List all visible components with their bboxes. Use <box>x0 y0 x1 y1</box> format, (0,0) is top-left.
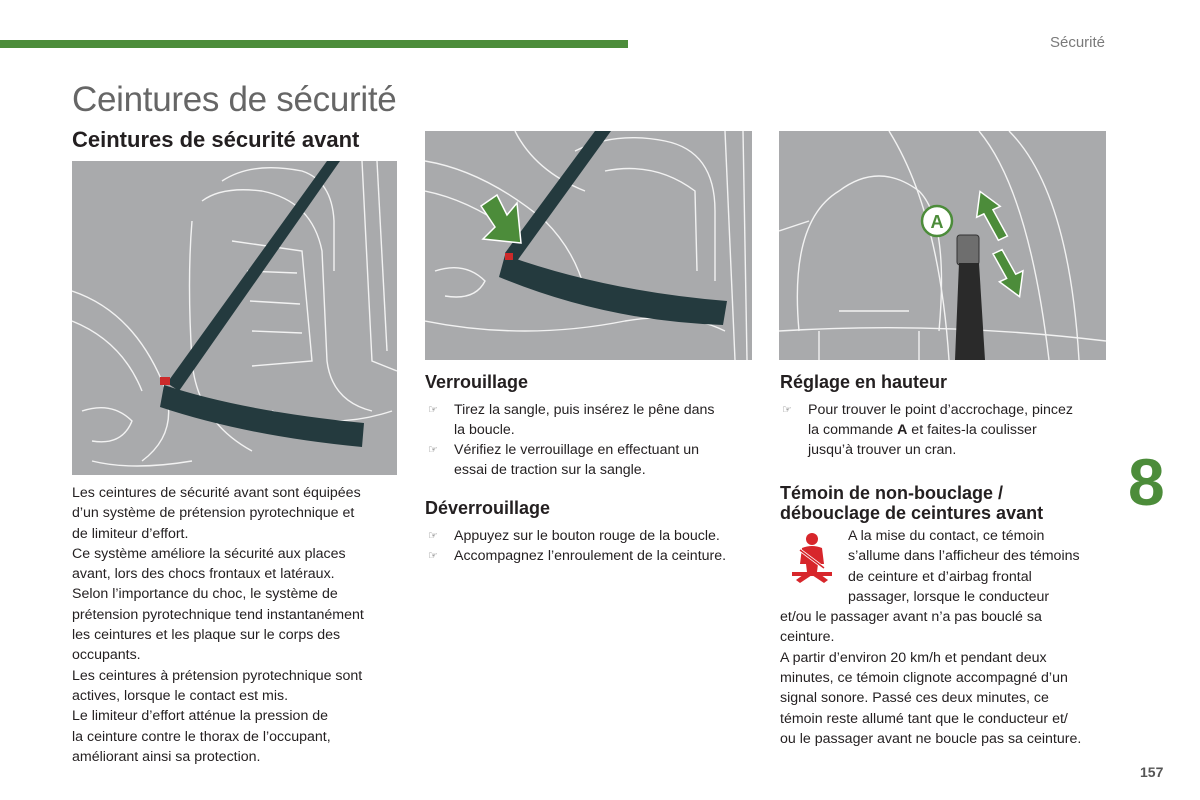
heading-line: débouclage de ceintures avant <box>780 503 1044 523</box>
text-line: Le limiteur d’effort atténue la pression de <box>72 708 329 725</box>
page-number: 157 <box>1140 764 1164 780</box>
unlocking-list <box>426 526 766 566</box>
warning-light-text <box>780 526 1120 749</box>
locking-list <box>426 400 756 480</box>
locking-illustration <box>425 131 752 360</box>
text-line: Les ceintures à prétension pyrotechnique sont <box>72 667 363 684</box>
text-line: Ce système améliore la sécurité aux places <box>72 545 346 562</box>
text-line: passager, lorsque le conducteur <box>848 588 1050 605</box>
height-adjustment-illustration <box>779 131 1106 360</box>
text-line: ceinture. <box>780 629 835 646</box>
header-accent-bar <box>0 40 628 48</box>
left-column-text <box>72 483 402 767</box>
text-line: s’allume dans l’afficheur des témoins <box>848 548 1080 565</box>
list-item-line: jusqu’à trouver un cran. <box>808 442 957 458</box>
front-seat-belt-illustration <box>72 161 397 475</box>
list-item <box>426 526 766 546</box>
text-line: et/ou le passager avant n’a pas bouclé sa <box>780 609 1042 626</box>
chapter-number: 8 <box>1128 445 1165 519</box>
text-line: la ceinture contre le thorax de l’occupant, <box>72 728 331 745</box>
pointing-hand-icon: ☞ <box>782 404 792 416</box>
control-a-reference: A <box>897 422 908 438</box>
pointing-hand-icon: ☞ <box>428 404 438 416</box>
height-adjustment-heading: Réglage en hauteur <box>780 372 948 392</box>
text-line: signal sonore. Passé ces deux minutes, ce <box>780 690 1049 707</box>
text-line: témoin reste allumé tant que le conducteur et/ <box>780 710 1068 727</box>
text-line: A partir d’environ 20 km/h et pendant deux <box>780 649 1047 666</box>
list-item-line: essai de traction sur la sangle. <box>454 462 646 478</box>
text-line: de ceinture et d’airbag frontal <box>848 568 1032 585</box>
page-title: Ceintures de sécurité <box>72 80 397 119</box>
list-item-line: et faites-la coulisser <box>907 422 1037 438</box>
section-label: Sécurité <box>1049 34 1105 51</box>
section-subtitle: Ceintures de sécurité avant <box>72 127 360 152</box>
height-adjustment-list <box>780 400 1120 460</box>
text-line: les ceintures et les plaque sur le corps des <box>72 627 341 644</box>
text-line: avant, lors des chocs frontaux et latéraux. <box>72 566 335 583</box>
text-line: ou le passager avant ne boucle pas sa ceinture. <box>780 730 1082 747</box>
text-line: prétension pyrotechnique tend instantanément <box>72 606 364 623</box>
list-item-line: Pour trouver le point d’accrochage, pincez <box>808 402 1073 418</box>
pointing-hand-icon: ☞ <box>428 550 438 562</box>
text-line: améliorant ainsi sa protection. <box>72 748 261 765</box>
list-item-line: Accompagnez l’enroulement de la ceinture. <box>454 548 727 564</box>
warning-light-heading <box>780 483 1043 523</box>
locking-heading: Verrouillage <box>425 372 529 392</box>
text-line: actives, lorsque le contact est mis. <box>72 687 289 704</box>
unlocking-heading: Déverrouillage <box>425 498 551 518</box>
list-item <box>780 400 1120 460</box>
list-item <box>426 400 756 440</box>
list-item-line: Vérifiez le verrouillage en effectuant un <box>454 442 700 458</box>
list-item-line: la boucle. <box>454 422 515 438</box>
text-line: d’un système de prétension pyrotechnique et <box>72 505 355 522</box>
text-line: minutes, ce témoin clignote accompagné d’un <box>780 670 1068 687</box>
list-item <box>426 546 766 566</box>
text-line: Selon l’importance du choc, le système de <box>72 586 338 603</box>
pointing-hand-icon: ☞ <box>428 530 438 542</box>
pointing-hand-icon: ☞ <box>428 444 438 456</box>
list-item-line: la commande <box>808 422 898 438</box>
list-item-line: Appuyez sur le bouton rouge de la boucle. <box>454 528 720 544</box>
text-line: occupants. <box>72 647 141 664</box>
text-line: Les ceintures de sécurité avant sont équipées <box>72 485 361 501</box>
text-line: A la mise du contact, ce témoin <box>848 528 1045 544</box>
list-item-line: Tirez la sangle, puis insérez le pêne dans <box>454 402 715 418</box>
list-item <box>426 440 756 480</box>
marker-a-label: A <box>930 212 944 232</box>
heading-line: Témoin de non-bouclage / <box>780 483 1004 503</box>
text-line: de limiteur d’effort. <box>72 525 189 542</box>
